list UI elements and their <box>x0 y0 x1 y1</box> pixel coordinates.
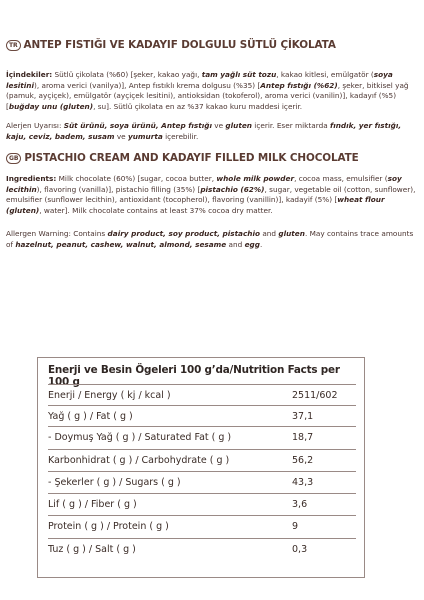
tr-allergen-gluten: buğday unu (gluten) <box>8 101 94 111</box>
nutrition-title: Enerji ve Besin Ögeleri 100 g’da/Nutrition Facts per 100 g <box>48 364 340 388</box>
table-row <box>48 471 356 492</box>
tr-trace-items: fındık, yer fıstığı, kaju, ceviz, badem, susam <box>6 121 402 141</box>
tr-allergen-text: ve <box>114 131 128 141</box>
gb-allergen-gluten: wheat flour (gluten) <box>6 195 385 215</box>
nutrient-value: 43,3 <box>292 477 314 488</box>
table-row <box>48 493 356 514</box>
table-row <box>48 449 356 470</box>
gb-title: PISTACHIO CREAM AND KADAYIF FILLED MILK CHOCOLATE <box>24 152 359 164</box>
tr-allergen-pistachio: Antep fıstığı (%62) <box>260 80 338 90</box>
tr-allergen-items: gluten <box>225 121 252 130</box>
gb-allergen-soy: soy lecithin <box>6 174 402 194</box>
tr-ing-text: ), aroma verici (vanilya)], Antep fıstıklı krema dolgusu (%35) [ <box>33 80 261 90</box>
gb-flag-badge: GB <box>6 153 21 164</box>
tr-allergen-text: içerebilir. <box>162 131 199 141</box>
tr-allergen-label: Alerjen Uyarısı: <box>6 121 64 130</box>
gb-allergen-label: Allergen Warning: <box>6 229 74 238</box>
nutrient-value: 56,2 <box>292 455 314 466</box>
nutrient-value: 2511/602 <box>292 390 338 401</box>
gb-allergen-pistachio: pistachio (62%) <box>200 184 265 194</box>
nutrient-label: Lif ( g ) / Fiber ( g ) <box>48 499 137 510</box>
tr-allergen-warning <box>6 121 416 142</box>
gb-allergen-text: . May contains trace amounts of <box>6 229 414 249</box>
tr-ing-text: , su]. Sütlü çikolata en az %37 kakao kuru maddesi içerir. <box>93 101 303 111</box>
nutrient-label: Enerji / Energy ( kj / kcal ) <box>48 390 171 401</box>
tr-allergen-text: ve <box>211 121 226 130</box>
tr-flag-badge: TR <box>6 40 21 51</box>
nutrition-table <box>37 357 365 578</box>
nutrient-label: Karbonhidrat ( g ) / Carbohydrate ( g ) <box>48 455 230 466</box>
nutrient-value: 9 <box>292 521 299 532</box>
nutrient-value: 18,7 <box>292 432 314 443</box>
gb-ing-text: ), flavoring (vanilla)], pistachio filling (35%) [ <box>36 184 201 194</box>
nutrient-value: 37,1 <box>292 411 314 422</box>
nutrient-label: Protein ( g ) / Protein ( g ) <box>48 521 169 532</box>
tr-title: ANTEP FISTIĞI VE KADAYIF DOLGULU SÜTLÜ ÇİKOLATA <box>23 39 336 51</box>
table-row <box>48 426 356 447</box>
table-row <box>48 515 356 536</box>
table-row <box>48 538 356 559</box>
gb-ing-text: , sugar, vegetable oil (cotton, sunflower), emulsifier (sunflower lecithin), antioxidant (tocopherol), flavoring (vanillin)], kadayif (5%) [ <box>6 184 416 205</box>
table-row <box>48 384 356 405</box>
gb-ingredients-label: Ingredients: <box>6 174 57 183</box>
gb-trace-items: egg <box>244 239 260 249</box>
gb-allergen-text: and <box>226 239 245 249</box>
gb-allergen-items: dairy product, soy product, pistachio <box>107 229 261 238</box>
gb-allergen-text: . <box>260 239 263 249</box>
gb-ing-text: , water]. Milk chocolate contains at least 37% cocoa dry matter. <box>39 205 273 215</box>
gb-heading <box>6 152 359 164</box>
nutrient-label: Tuz ( g ) / Salt ( g ) <box>48 544 136 555</box>
tr-allergen-items: Süt ürünü, soya ürünü, Antep fıstığı <box>63 121 212 130</box>
nutrient-label: - Şekerler ( g ) / Sugars ( g ) <box>48 477 181 488</box>
gb-trace-items: hazelnut, peanut, cashew, walnut, almond, sesame <box>15 239 227 249</box>
nutrient-value: 0,3 <box>292 544 308 555</box>
tr-ingredients <box>6 70 416 112</box>
gb-allergen-warning <box>6 229 416 250</box>
tr-ingredients-label: İçindekiler: <box>6 70 53 79</box>
tr-ing-text: Sütlü çikolata (%60) [şeker, kakao yağı, <box>52 70 202 79</box>
nutrient-label: - Doymuş Yağ ( g ) / Saturated Fat ( g ) <box>48 432 232 443</box>
gb-allergen-milk: whole milk powder <box>216 174 295 183</box>
tr-ing-text: , şeker, bitkisel yağ (pamuk, ayçiçek), emülgatör (ayçiçek lesitini), antioksidan (tokoferol), aroma verici (vanilin)], kadayıf (%5) [ <box>6 80 409 111</box>
table-row <box>48 405 356 426</box>
gb-allergen-text: Contains <box>73 229 108 238</box>
tr-trace-items: yumurta <box>127 131 163 141</box>
tr-ing-text: , kakao kitlesi, emülgatör ( <box>276 70 374 79</box>
tr-allergen-soy: soya lesitini <box>6 70 393 90</box>
tr-heading <box>6 39 336 51</box>
gb-allergen-text: and <box>260 229 279 238</box>
gb-ing-text: , cocoa mass, emulsifier ( <box>294 174 388 183</box>
tr-allergen-text: içerir. Eser miktarda <box>251 121 331 130</box>
gb-ingredients <box>6 174 416 216</box>
tr-allergen-milk: tam yağlı süt tozu <box>201 70 277 79</box>
nutrient-label: Yağ ( g ) / Fat ( g ) <box>48 411 133 422</box>
gb-allergen-items: gluten <box>278 229 305 238</box>
nutrient-value: 3,6 <box>292 499 308 510</box>
gb-ing-text: Milk chocolate (60%) [sugar, cocoa butter, <box>56 174 217 183</box>
